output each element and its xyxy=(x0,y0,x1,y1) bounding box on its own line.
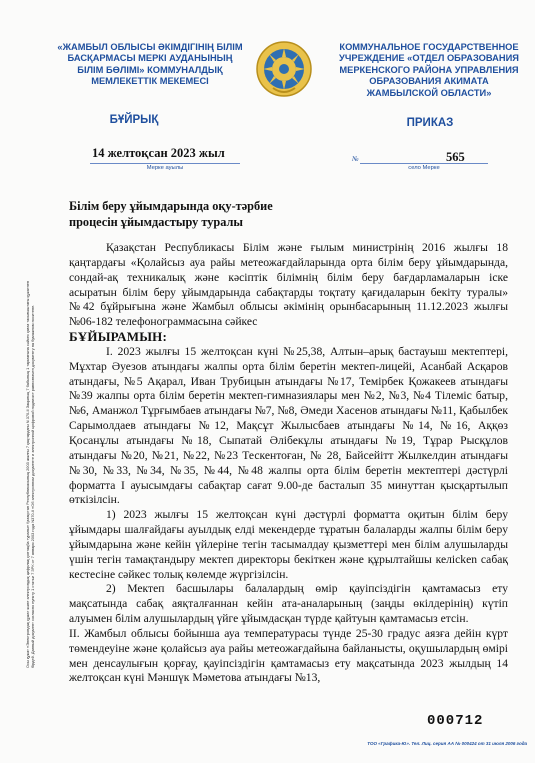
serial-number: 000712 xyxy=(427,713,484,729)
order-item: ІІ. Жамбыл облысы бойынша ауа температурасы түнде 25-30 градус аязға дейін күрт төмендеуіне және қолайсыз ауа райы метеожағдайына байланысты, оқушылардың өмірі мен денсаулығын қорғау, қауіпсіздігін қамтамасыз ету мақсатында 2023 жылдың 14 желтоқсан күні Мәншүк Мәметова атындағы №13, xyxy=(69,626,508,685)
date-place-caption: Мерке ауылы xyxy=(146,165,184,171)
legal-sidebar-note xyxy=(20,268,50,668)
document-date: 14 желтоқсан 2023 жыл xyxy=(92,146,225,160)
order-heading: БҰЙЫРАМЫН: xyxy=(69,329,168,345)
order-label-kazakh: БҰЙРЫҚ xyxy=(109,114,159,126)
order-label-russian: ПРИКАЗ xyxy=(406,117,454,129)
title-line: Білім беру ұйымдарында оқу-тәрбие xyxy=(69,199,273,213)
number-sign: № xyxy=(352,155,359,163)
org-name-russian: КОММУНАЛЬНОЕ ГОСУДАРСТВЕННОЕ УЧРЕЖДЕНИЕ «ОТДЕЛ ОБРАЗОВАНИЯ МЕРКЕНСКОГО РАЙОНА УПРАВЛЕНИЯ ОБРАЗОВАНИЯ АКИМАТА ЖАМБЫЛСКОЙ ОБЛАСТИ» xyxy=(339,42,519,98)
document-number: 565 xyxy=(446,150,465,164)
preamble-paragraph: Қазақстан Республикасы Білім және ғылым министрінің 2016 жылғы 18 қаңтардағы «Қолайсыз ауа райы метеожағдайларында орта білім беру ұйымдарында, сондай-ақ техникалық және кәсіптік білімнің білім беру бағдарламаларын іске асыратын білім беру ұйымдарында сабақтарды тоқтату қағидаларын бекіту туралы» №42 бұйрығына және Жамбыл облысы әкімінің орынбасарының 11.12.2023 жылғы №06-182 телефонограммасына сәйкес xyxy=(69,241,508,329)
order-subitem: 1) 2023 жылғы 15 желтоқсан күні дәстүрлі форматта оқитын білім беру ұйымдары шалғайдағы ауылдық елді мекендерде тұратын балаларды жалпы білім беру ұйымдарына және кейін үйлеріне тегін тасымалдау қызметтері мен білім алушыларды үшін тегін тамақтандыру мектеп директоры бекіткен және құрылтайшы келісken сабақ кестесіне сәйкес толық көлемде жүргізілсін. xyxy=(69,508,508,581)
printer-note: ТОО «Графика-Ю». Тел. Лиц. серия АА № 000424 от 31 июля 2006 года xyxy=(367,741,527,746)
order-item: І. 2023 жылғы 15 желтоқсан күні №25,38, Алтын–арық бастауыш мектептері, Мұхтар Әуезов атындағы жалпы орта білім беретін мектеп-лицейі, Асанбай Асқаров атындағы, №5 Ақарал, Иван Трубицын атындағы №17, Темірбек Қожакеев атындағы №39 жалпы орта білім беретін мектеп-гимназиялары мен №2, №3, №4 Тілеміс батыр, №6, Аманжол Тұрғымбаев атындағы №7, №8, Әмеди Хасенов атындағы №11, Қабылбек Сарымолдаев атындағы №12, Мақсұт Жылысбаев атындағы №14, №16, Аққөз Қосанұлы атындағы №18, Сыпатай Әлібекұлы атындағы №19, Тұрар Рысқұлов атындағы №20, №21, №22, №23 Тескентоған, № 28, Байсейітт Жылкелдин атындағы №30, №33, №34, №35, №44, №48 жалпы орта білім беретін мектептері дәстүрлі форматта І ауысымдағы сабақтар сағат 9.00-де басталып 35 минуттан қысқартылып өткізілсін. xyxy=(69,344,508,507)
number-underline xyxy=(360,163,488,164)
date-underline xyxy=(90,163,240,164)
order-subitem: 2) Мектеп басшылары балалардың өмір қауіпсіздігін қамтамасыз ету мақсатында сабақ аяқталғаннан кейін ата-аналарының (заңды өкілдерінің) күтіп алуымен білім алушылардың үйге ұйымдасқан түрде қайтуын қамтамасыз етсін. xyxy=(69,582,508,626)
state-emblem-icon xyxy=(255,40,313,98)
sidebar-note-text: Осы құжат «Электрондық құжат және электрондық цифрлық қолтаңба туралы» Қазақстан Республикасының 2003 жылғы 7 қаңтардағы N 370-II Заңының 7 бабының 1 тармағына сәйкес қағаз тасығыштағы құжатпен бірдей. Данный документ согласно пункту 1 статьи 7 ЗРК от 7 января 2003 года N370-II «Об электронном документе и электронной цифровой подписи» равнозначен документу на бумажном носителе. xyxy=(25,280,35,668)
title-line: процесін ұйымдастыру туралы xyxy=(69,214,243,229)
number-place-caption: село Мерке xyxy=(408,165,440,171)
org-name-kazakh: «ЖАМБЫЛ ОБЛЫСЫ ӘКІМДІГІНІҢ БІЛІМ БАСҚАРМАСЫ МЕРКІ АУДАНЫНЫҢ БІЛІМ БӨЛІМІ» КОММУНАЛДЫҚ МЕМЛЕКЕТТІК МЕКЕМЕСІ xyxy=(57,42,243,87)
document-body xyxy=(69,241,508,686)
document-title xyxy=(69,199,309,230)
